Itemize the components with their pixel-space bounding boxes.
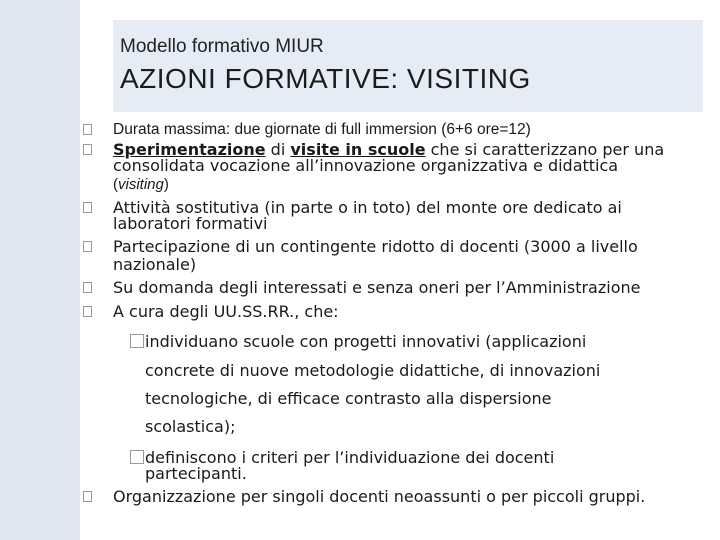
subbullet-text: definiscono i criteri per l’individuazione dei docenti: [145, 448, 555, 467]
bullet-marker-icon: [81, 281, 95, 295]
subbullet-marker-icon: [130, 450, 144, 464]
subbullet-individuano-line3: tecnologiche, di efficace contrasto alla dispersione: [145, 389, 552, 408]
bullet-marker-icon: [81, 201, 95, 215]
bullet-sperimentazione-line2: consolidata vocazione all’innovazione organizzativa e didattica: [113, 156, 619, 175]
text-fragment: (: [113, 176, 118, 193]
slide-title: AZIONI FORMATIVE: VISITING: [120, 63, 531, 94]
text-fragment: di: [265, 140, 291, 159]
bullet-duration: Durata massima: due giornate di full immersion (6+6 ore=12): [113, 121, 531, 138]
emphasis-visite: visite in scuole: [290, 140, 426, 159]
bullet-sperimentazione-line3: [113, 176, 169, 194]
subbullet-individuano-line2: concrete di nuove metodologie didattiche, di innovazioni: [145, 361, 601, 380]
bullet-uussrr: A cura degli UU.SS.RR., che:: [113, 302, 339, 321]
text-fragment: ): [163, 176, 169, 193]
bullet-marker-icon: [81, 490, 95, 504]
bullet-marker-icon: [81, 240, 95, 254]
subbullet-text: individuano scuole con progetti innovativi (applicazioni: [145, 332, 587, 351]
bullet-attivita: Attività sostitutiva (in parte o in toto) del monte ore dedicato ai: [113, 198, 622, 217]
bullet-domanda: Su domanda degli interessati e senza oneri per l’Amministrazione: [113, 278, 641, 297]
subbullet-individuano-line4: scolastica);: [145, 417, 236, 436]
left-decor-bar: [0, 0, 80, 540]
subbullet-marker-icon: [130, 334, 144, 348]
subbullet-definiscono-line2: partecipanti.: [145, 464, 247, 483]
bullet-organizzazione: Organizzazione per singoli docenti neoassunti o per piccoli gruppi.: [113, 487, 646, 506]
bullet-marker-icon: [81, 305, 95, 319]
bullet-marker-icon: [81, 123, 95, 137]
emphasis-sperimentazione: Sperimentazione: [113, 140, 266, 159]
bullet-partecipazione-line2: nazionale): [113, 255, 197, 274]
subbullet-individuano: [130, 333, 586, 351]
bullet-attivita-line2: laboratori formativi: [113, 214, 268, 233]
bullet-marker-icon: [81, 143, 95, 157]
visiting-italic: visiting: [118, 176, 164, 193]
text-fragment: che si caratterizzano per una: [425, 140, 665, 159]
slide-subtitle: Modello formativo MIUR: [120, 36, 324, 57]
bullet-partecipazione: Partecipazione di un contingente ridotto di docenti (3000 a livello: [113, 237, 638, 256]
